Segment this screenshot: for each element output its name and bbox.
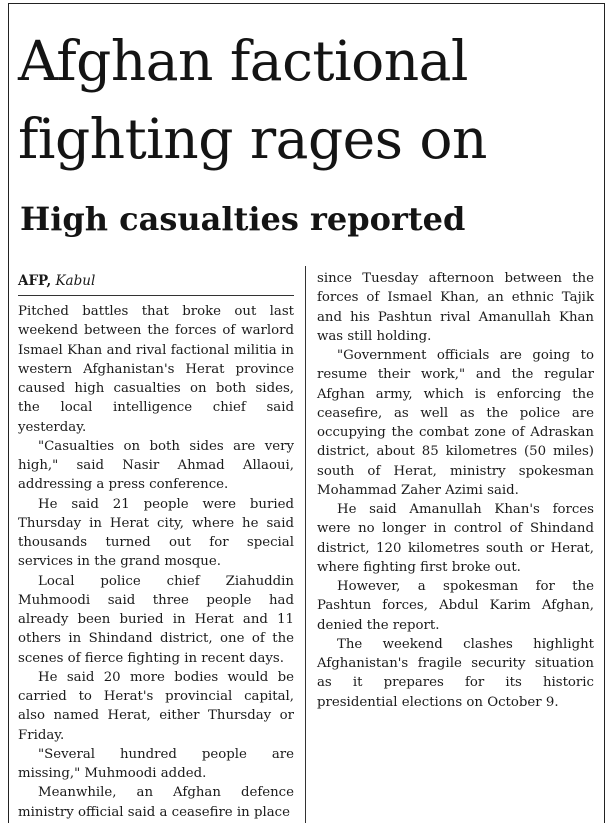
paragraph: The weekend clashes highlight Afghanistan's fragile security situation as it prepares for its historic presidential elections on October 9. [317, 636, 594, 710]
paragraph: He said 20 more bodies would be carried to Herat's provincial capital, also named Herat, either Thursday or Friday. [18, 669, 294, 743]
paragraph-continued: since Tuesday afternoon between the forces of Ismael Khan, an ethnic Tajik and his Pashtun rival Amanullah Khan was still holding. [317, 271, 594, 344]
frame-right-rule [604, 3, 605, 823]
paragraph: Meanwhile, an Afghan defence ministry official said a ceasefire in place [18, 785, 294, 820]
byline [18, 272, 294, 296]
frame-top-rule [8, 3, 605, 4]
byline-agency: AFP, [18, 273, 52, 289]
frame-left-rule [8, 3, 9, 823]
byline-place: Kabul [55, 273, 96, 289]
article-column-left [18, 272, 294, 822]
headline-line-2: fighting rages on [18, 107, 487, 171]
paragraph: Pitched battles that broke out last weekend between the forces of warlord Ismael Khan and rival factional militia in western Afghanistan's Herat province caused high casualties on both sides, the local intelligence chief said yesterday. [18, 304, 294, 435]
paragraph: "Several hundred people are missing," Muhmoodi added. [18, 746, 294, 781]
paragraph: Local police chief Ziahuddin Muhmoodi said three people had already been buried in Herat and 11 others in Shindand district, one of the scenes of fierce fighting in recent days. [18, 573, 294, 666]
column-divider [305, 266, 306, 823]
paragraph: "Government officials are going to resume their work," and the regular Afghan army, which is enforcing the ceasefire, as well as the police are occupying the combat zone of Adraskan district, about 85 kilometres (50 miles) south of Herat, ministry spokesman Mohammad Zaher Azimi said. [317, 348, 594, 498]
subheadline: High casualties reported [20, 200, 466, 238]
headline [18, 22, 598, 178]
paragraph: However, a spokesman for the Pashtun forces, Abdul Karim Afghan, denied the report. [317, 579, 594, 633]
headline-line-1: Afghan factional [18, 29, 468, 93]
paragraph: "Casualties on both sides are very high," said Nasir Ahmad Allaoui, addressing a press conference. [18, 438, 294, 493]
paragraph: He said 21 people were buried Thursday in Herat city, where he said thousands turned out for special services in the grand mosque. [18, 496, 294, 570]
paragraph: He said Amanullah Khan's forces were no longer in control of Shindand district, 120 kilometres south or Herat, where fighting first broke out. [317, 502, 594, 575]
article-column-right [317, 269, 594, 712]
